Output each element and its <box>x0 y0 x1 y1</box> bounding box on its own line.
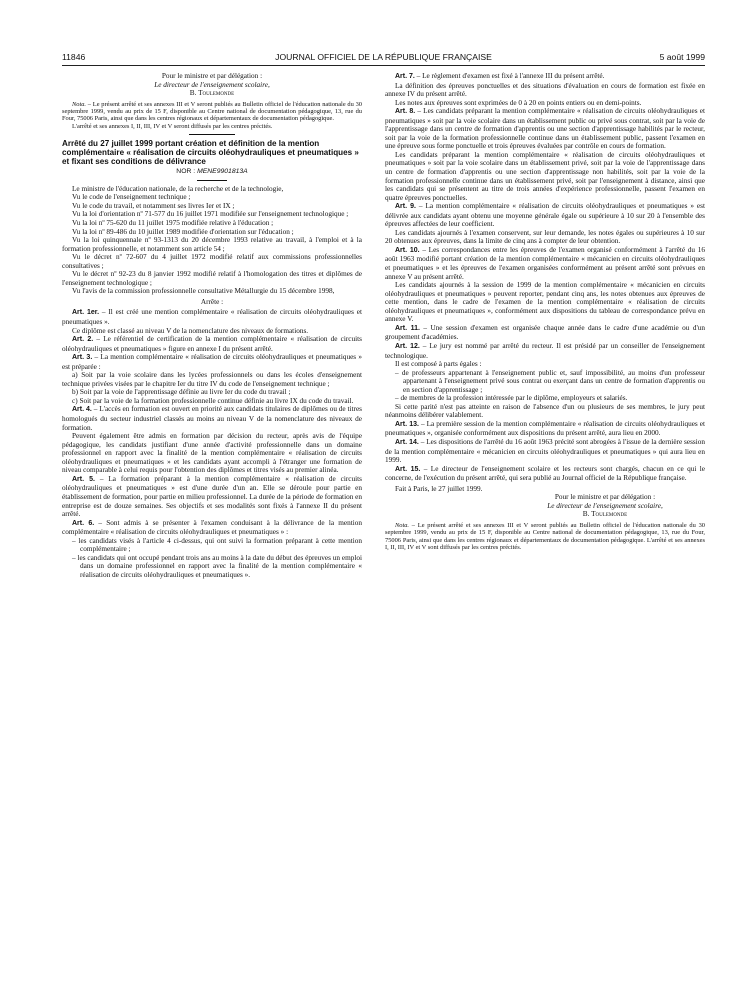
article-paragraph: Les candidats ajournés à l'examen conservent, sur leur demande, les notes égales ou supérieures à 10 sur 20 obtenues aux épreuves, dans la limite de cinq ans à compter de leur obtention. <box>385 228 705 246</box>
article-paragraph: Il est composé à parts égales : <box>395 360 482 369</box>
visa-paragraph: Vu la loi quinquennale nº 93-1313 du 20 décembre 1993 relative au travail, à l'emploi et à la formation professionnelle, et notamment son article 54 ; <box>62 236 362 253</box>
list-item: – de membres de la profession intéressée par le diplôme, employeurs et salariés. <box>395 394 628 403</box>
visa-paragraph: Vu la loi nº 75-620 du 11 juillet 1975 modifiée relative à l'éducation ; <box>72 219 274 227</box>
article-label: Art. 12. <box>395 342 420 350</box>
article-paragraph: Si cette parité n'est pas atteinte en raison de l'absence d'un ou plusieurs de ses membres, le jury peut néanmoins délibérer valablement. <box>385 402 705 420</box>
list-item: – les candidats qui ont occupé pendant trois ans au moins à la date du début des épreuves un emploi dans un domaine professionnel en rapport avec la finalité de la mention complémentaire « réalisation de circuits oléohydrauliques et pneumatiques ». <box>72 553 362 579</box>
article-label: Art. 15. <box>395 465 421 473</box>
article-paragraph: Les candidats ajournés à la session de 1999 de la mention complémentaire « mécanicien en circuits oléohydrauliques et pneumatiques » peuvent reporter, pendant cinq ans, les notes obtenues aux épreuves de cette mention, dans le cadre de l'examen de la mention complémentaire « réalisation de circuits oléohydrauliques et pneumatiques », conformément aux dispositions du tableau de correspondance prévu en annexe V. <box>385 281 705 324</box>
article-label: Art. 11. <box>395 324 420 332</box>
fait-line: Fait à Paris, le 27 juillet 1999. <box>395 484 483 493</box>
list-item: – de professeurs appartenant à l'enseignement public et, sauf impossibilité, au moins d'un professeur appartenant à l'enseignement privé sous contrat ou exerçant dans un centre de formation d'apprentis ou en section d'apprentissage ; <box>395 368 705 394</box>
article-paragraph <box>385 438 705 465</box>
visa-paragraph: Vu le décret nº 92-23 du 8 janvier 1992 modifié relatif à l'homologation des titres et diplômes de l'enseignement technologique ; <box>62 270 362 287</box>
signature-name: B. Toulemonde <box>582 510 628 519</box>
article-text: – Le directeur de l'enseignement scolaire et les recteurs sont chargés, chacun en ce qui le concerne, de l'exécution du présent arrêté, qui sera publié au Journal officiel de la République française. <box>385 464 706 483</box>
article-paragraph: Les notes aux épreuves sont exprimées de 0 à 20 en points entiers ou en demi-points. <box>395 98 642 107</box>
article-item: b) Soit par la voie de l'apprentissage définie au livre Ier du code du travail ; <box>72 388 291 397</box>
article-text: – Sont admis à se présenter à l'examen conduisant à la délivrance de la mention complémentaire « réalisation de circuits oléohydrauliques et pneumatiques » : <box>62 518 362 537</box>
ministre-paragraph: Le ministre de l'éducation nationale, de la recherche et de la technologie, <box>72 184 284 193</box>
article-item: a) Soit par la voie scolaire dans les lycées professionnels ou dans les écoles d'enseignement technique privées visées par le chapitre Ier du titre IV du code de l'enseignement technique ; <box>62 371 362 388</box>
article-text: – Les dispositions de l'arrêté du 16 août 1963 précité sont abrogées à l'issue de la dernière session de la mention complémentaire « mécanicien en circuits oléohydrauliques et pneumatiques » qui aura lieu en 1999. <box>385 437 705 465</box>
article-paragraph <box>62 475 362 519</box>
issue-date: 5 août 1999 <box>659 52 705 62</box>
signature-line: Pour le ministre et par délégation : <box>554 493 656 502</box>
nota-text: – Le présent arrêté et ses annexes III et V seront publiés au Bulletin officiel de l'éducation nationale du 30 septembre 1999, vendu au prix de 15 F, disponible au Centre national de documentation pédagogique, 13, rue du Four, 75006 Paris, ainsi que dans les centres régionaux et départementaux de documentation pédagogique. <box>62 100 362 123</box>
nor-label: NOR : <box>176 168 198 176</box>
nota-paragraph-2: L'arrêté et ses annexes I, II, III, IV et V seront diffusés par les centres précités. <box>72 122 273 130</box>
signature-title: Le directeur de l'enseignement scolaire, <box>154 80 270 89</box>
article-label: Art. 5. <box>72 475 95 483</box>
signature-name: B. Toulemonde <box>189 89 235 98</box>
article-label: Art. 3. <box>72 354 93 362</box>
article-label: Art. 10. <box>395 246 420 254</box>
article-label: Art. 6. <box>72 519 95 527</box>
separator-rule <box>197 180 227 181</box>
right-column <box>385 72 705 552</box>
article-paragraph <box>385 342 705 360</box>
signature-line: Pour le ministre et par délégation : <box>161 72 263 80</box>
article-paragraph <box>385 465 705 483</box>
article-label: Art. 7. <box>395 73 415 80</box>
article-paragraph: Les candidats préparant la mention complémentaire « réalisation de circuits oléohydrauliques et pneumatiques » soit par la voie scolaire dans un établissement privé, soit par la voie de l'apprentissage dans un centre de formation d'apprentis ou une section d'apprentissage non habilités, soit par la voie de la formation professionnelle continue dans un établissement privé, soit par l'enseignement à distance, ainsi que les candidats qui se présentent au titre de trois années d'expérience professionnelle, passent l'examen en quatre épreuves ponctuelles. <box>385 150 705 202</box>
article-paragraph <box>385 107 705 151</box>
article-list <box>62 537 362 580</box>
article-text: – La première session de la mention complémentaire « réalisation de circuits oléohydrauliques et pneumatiques », organisée conformément aux dispositions du présent arrêté, aura lieu en 2000. <box>385 419 706 438</box>
nota-text: – Le présent arrêté et ses annexes III et V seront publiés au Bulletin officiel de l'éducation nationale du 30 septembre 1999, vendu au prix de 15 F, disponible au Centre national de documentation pédagogique, 13, rue du Four, 75006 Paris, ainsi que dans les centres régionaux et départementaux de documentation pédagogique. L'arrêté et ses annexes I, II, III, IV et V sont diffusés par les centres précités. <box>385 521 705 552</box>
arrete-title: Arrêté du 27 juillet 1999 portant création et définition de la mention complémentaire « réalisation de circuits oléohydrauliques et pneumatiques » et fixant ses conditions de délivrance <box>62 139 359 167</box>
article-label: Art. 14. <box>395 438 419 446</box>
article-paragraph <box>385 324 705 342</box>
article-paragraph <box>385 72 705 82</box>
article-label: Art. 4. <box>72 406 92 414</box>
article-text: – Les correspondances entre les épreuves de l'examen organisé conformément à l'arrêté du 16 août 1963 modifié portant création de la mention complémentaire « mécanicien en circuits oléohydrauliques et pneumatiques » et les épreuves de l'examen organisées conformément au présent arrêté sont prévues en annexe V au présent arrêté. <box>385 245 705 281</box>
article-paragraph <box>385 202 705 229</box>
visa-paragraph: Vu la loi d'orientation nº 71-577 du 16 juillet 1971 modifiée sur l'enseignement technologique ; <box>72 210 349 219</box>
article-text: – Le règlement d'examen est fixé à l'annexe III du présent arrêté. <box>414 72 605 80</box>
signature-block <box>385 493 705 519</box>
article-paragraph: La définition des épreuves ponctuelles et des situations d'évaluation en cours de formation est fixée en annexe IV du présent arrêté. <box>385 81 705 99</box>
article-paragraph <box>385 420 705 438</box>
signature-title: Le directeur de l'enseignement scolaire, <box>547 501 663 510</box>
article-text: – Le référentiel de certification de la mention complémentaire « réalisation de circuits oléohydrauliques et pneumatiques » figure en annexe I du présent arrêté. <box>62 335 362 353</box>
article-text: – La formation préparant à la mention complémentaire « réalisation de circuits oléohydrauliques et pneumatiques » est d'une durée d'un an. Elle se déroule pour partie en établissement de formation, pour partie en milieu professionnel. La durée de la période de formation en entreprise est de douze semaines. Ses objectifs et ses modalités sont fixés à l'annexe II du présent arrêté. <box>62 474 362 519</box>
article-paragraph <box>62 519 362 537</box>
nor-line <box>62 168 362 177</box>
article-paragraph <box>385 246 705 281</box>
article-label: Art. 2. <box>72 336 94 344</box>
nota-paragraph <box>62 101 362 123</box>
visa-paragraph: Vu la loi nº 89-486 du 10 juillet 1989 modifiée d'orientation sur l'éducation ; <box>72 227 294 236</box>
article-paragraph: Peuvent également être admis en formation par décision du recteur, après avis de l'équipe pédagogique, les candidats justifiant d'une année d'activité professionnelle dans un domaine professionnel en rapport avec la finalité de la mention complémentaire « réalisation de circuits oléohydrauliques et pneumatiques » et les candidats ayant accompli à l'étranger une formation de niveau comparable à celui requis pour l'obtention des diplômes et titres visés au premier alinéa. <box>62 432 362 475</box>
nor-value: MENE9901813A <box>197 168 248 176</box>
article-paragraph <box>62 308 362 326</box>
article-text: – La mention complémentaire « réalisation de circuits oléohydrauliques et pneumatiques » est délivrée aux candidats ayant obtenu une moyenne générale égale ou supérieure à 10 sur 20 à l'ensemble des épreuves affectées de leur coefficient. <box>385 202 705 229</box>
nota-paragraph <box>385 522 705 552</box>
article-label: Art. 9. <box>395 203 416 211</box>
header-rule <box>62 65 705 66</box>
visa-paragraph: Vu le décret nº 72-607 du 4 juillet 1972 modifié relatif aux commissions professionnelles consultatives ; <box>62 253 362 270</box>
article-text: – Le jury est nommé par arrêté du recteur. Il est présidé par un conseiller de l'enseignement technologique. <box>385 341 706 360</box>
article-paragraph <box>62 335 362 353</box>
left-column <box>62 72 362 579</box>
article-text: – Il est créé une mention complémentaire « réalisation de circuits oléohydrauliques et pneumatiques ». <box>62 308 362 327</box>
article-label: Art. 13. <box>395 420 419 428</box>
visa-paragraph: Vu l'avis de la commission professionnelle consultative Métallurgie du 15 décembre 1998, <box>72 287 335 296</box>
article-text: – L'accès en formation est ouvert en priorité aux candidats titulaires de diplômes ou de titres homologués du secteur industriel classés au moins au niveau V de la nomenclature des niveaux de formation. <box>62 405 362 432</box>
nota-label: Nota. <box>395 521 410 529</box>
article-paragraph <box>62 405 362 432</box>
article-list <box>385 369 705 403</box>
visa-paragraph: Vu le code du travail, et notamment ses livres Ier et IX ; <box>72 201 235 210</box>
article-label: Art. 8. <box>395 108 416 116</box>
article-label: Art. 1er. <box>72 309 100 317</box>
journal-title: JOURNAL OFFICIEL DE LA RÉPUBLIQUE FRANÇAISE <box>275 52 492 62</box>
article-text: – Les candidats préparant la mention complémentaire « réalisation de circuits oléohydrauliques et pneumatiques » soit par la voie scolaire dans un établissement public ou privé sous contrat, soit par la voie de l'apprentissage dans un centre de formation d'apprentis ou une section d'apprentissage habilités par le recteur, soit par la voie de la formation professionnelle continue dans un établissement public, passent l'examen en une épreuve sous forme ponctuelle et trois épreuves évaluées par contrôle en cours de formation. <box>385 107 705 151</box>
page-header <box>62 52 705 66</box>
nota-label: Nota. <box>72 100 87 108</box>
separator-rule <box>189 134 235 135</box>
list-item: – les candidats visés à l'article 4 ci-dessus, qui ont suivi la formation préparant à cette mention complémentaire ; <box>72 536 362 554</box>
arrete-heading: Arrête : <box>200 297 224 306</box>
page-number: 11846 <box>62 52 86 62</box>
article-text: – La mention complémentaire « réalisation de circuits oléohydrauliques et pneumatiques » est préparée : <box>62 353 363 371</box>
article-text: – Une session d'examen est organisée chaque année dans le cadre d'une académie ou d'un groupement d'académies. <box>385 323 705 342</box>
article-item: c) Soit par la voie de la formation professionnelle continue définie au livre IX du code du travail. <box>72 396 354 405</box>
article-paragraph: Ce diplôme est classé au niveau V de la nomenclature des niveaux de formations. <box>72 326 309 335</box>
article-paragraph <box>62 353 362 371</box>
visa-paragraph: Vu le code de l'enseignement technique ; <box>72 193 191 202</box>
